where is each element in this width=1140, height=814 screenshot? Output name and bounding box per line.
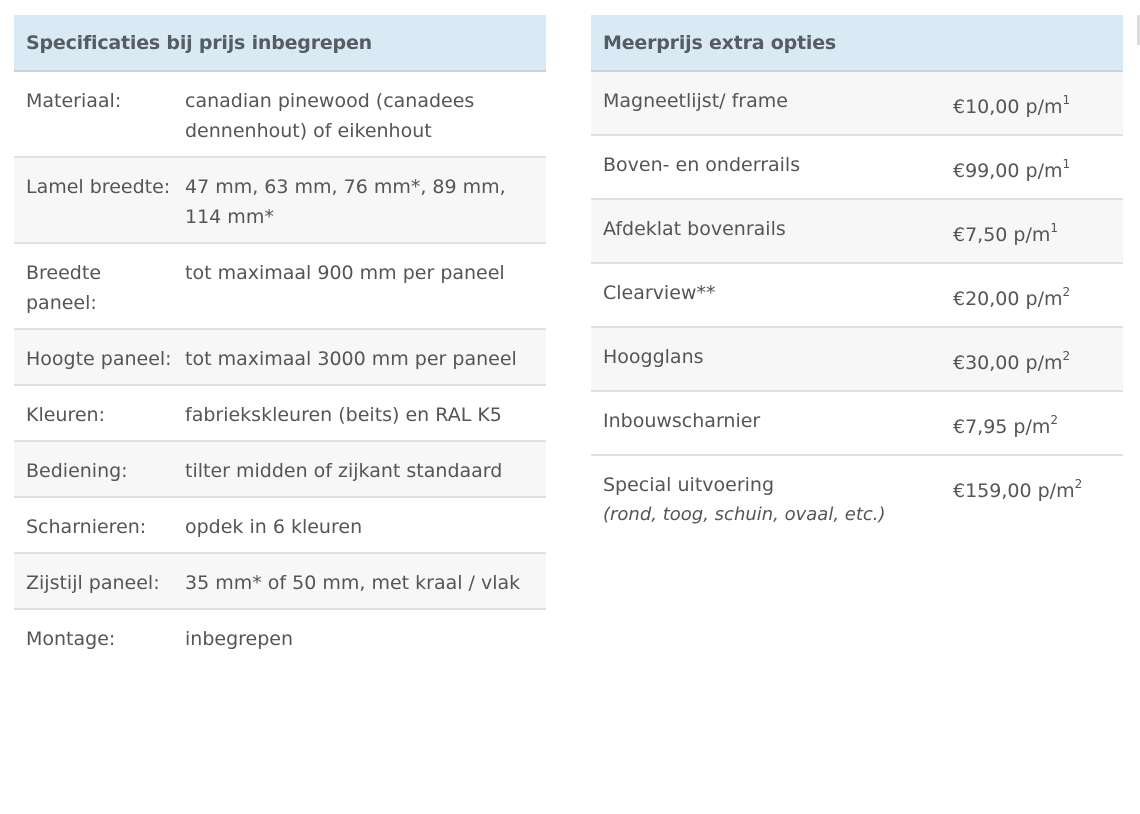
unit-superscript: 2 (1074, 476, 1083, 491)
table-row (591, 391, 1123, 455)
option-price (941, 199, 1123, 263)
spec-value-montage: inbegrepen (185, 628, 294, 650)
table-row (14, 71, 546, 157)
table-row (14, 497, 546, 553)
spec-label-scharnieren: Scharnieren: (14, 497, 173, 553)
table-row (14, 157, 546, 243)
spec-value-materiaal: canadian pinewood (canadees dennenhout) of eikenhout (173, 71, 546, 157)
table-row (591, 199, 1123, 263)
extra-options-table (591, 15, 1123, 548)
option-price (941, 263, 1123, 327)
price-amount: €7,50 p/m (953, 224, 1051, 246)
specifications-table (14, 15, 546, 664)
price-amount: €99,00 p/m (953, 160, 1063, 182)
price-amount: €7,95 p/m (953, 416, 1051, 438)
option-name: Hoogglans (591, 327, 941, 391)
spec-label-montage: Montage: (26, 628, 116, 650)
option-note: (rond, toog, schuin, ovaal, etc.) (603, 504, 886, 525)
unit-superscript: 2 (1062, 348, 1071, 363)
table-row (14, 609, 546, 664)
unit-superscript: 1 (1062, 156, 1071, 171)
option-name: Inbouwscharnier (591, 391, 941, 455)
option-price (941, 135, 1123, 199)
option-name: Clearview** (591, 263, 941, 327)
specifications-header: Specificaties bij prijs inbegrepen (14, 15, 546, 71)
extra-options-header: Meerprijs extra opties (591, 15, 1123, 71)
spec-label-breedte-paneel: Breedte paneel: (14, 243, 173, 329)
spec-value-zijstijl-paneel: 35 mm* of 50 mm, met kraal / vlak (173, 553, 546, 609)
spec-value-bediening: tilter midden of zijkant standaard (173, 441, 546, 497)
table-row (14, 385, 546, 441)
table-row (591, 327, 1123, 391)
table-row (14, 441, 546, 497)
option-name: Boven- en onderrails (591, 135, 941, 199)
spec-label-hoogte-paneel: Hoogte paneel: (14, 329, 173, 385)
table-row (14, 553, 546, 609)
table-row (591, 71, 1123, 135)
spec-label-lamel-breedte: Lamel breedte: (14, 157, 173, 243)
option-cell (591, 455, 941, 548)
table-row (591, 135, 1123, 199)
unit-superscript: 2 (1062, 284, 1071, 299)
table-row (591, 263, 1123, 327)
price-amount: €30,00 p/m (953, 352, 1063, 374)
option-price (941, 327, 1123, 391)
spec-label-zijstijl-paneel: Zijstijl paneel: (14, 553, 173, 609)
option-name: Special uitvoering (603, 474, 775, 496)
option-price (941, 391, 1123, 455)
unit-superscript: 2 (1050, 412, 1059, 427)
unit-superscript: 1 (1062, 92, 1071, 107)
spec-value-scharnieren: opdek in 6 kleuren (173, 497, 546, 553)
spec-label-kleuren: Kleuren: (14, 385, 173, 441)
spec-label-bediening: Bediening: (14, 441, 173, 497)
spec-label-materiaal: Materiaal: (14, 71, 173, 157)
spec-value-hoogte-paneel: tot maximaal 3000 mm per paneel (173, 329, 546, 385)
spec-value-kleuren: fabriekskleuren (beits) en RAL K5 (173, 385, 546, 441)
table-row (14, 243, 546, 329)
table-row (14, 329, 546, 385)
table-row (591, 455, 1123, 548)
option-price (941, 455, 1123, 548)
price-amount: €10,00 p/m (953, 96, 1063, 118)
option-name: Afdeklat bovenrails (591, 199, 941, 263)
unit-superscript: 1 (1050, 220, 1059, 235)
option-price (941, 71, 1123, 135)
option-name: Magneetlijst/ frame (591, 71, 941, 135)
spec-value-breedte-paneel: tot maximaal 900 mm per paneel (173, 243, 546, 329)
price-amount: €159,00 p/m (953, 480, 1075, 502)
price-amount: €20,00 p/m (953, 288, 1063, 310)
spec-value-lamel-breedte: 47 mm, 63 mm, 76 mm*, 89 mm, 114 mm* (173, 157, 546, 243)
